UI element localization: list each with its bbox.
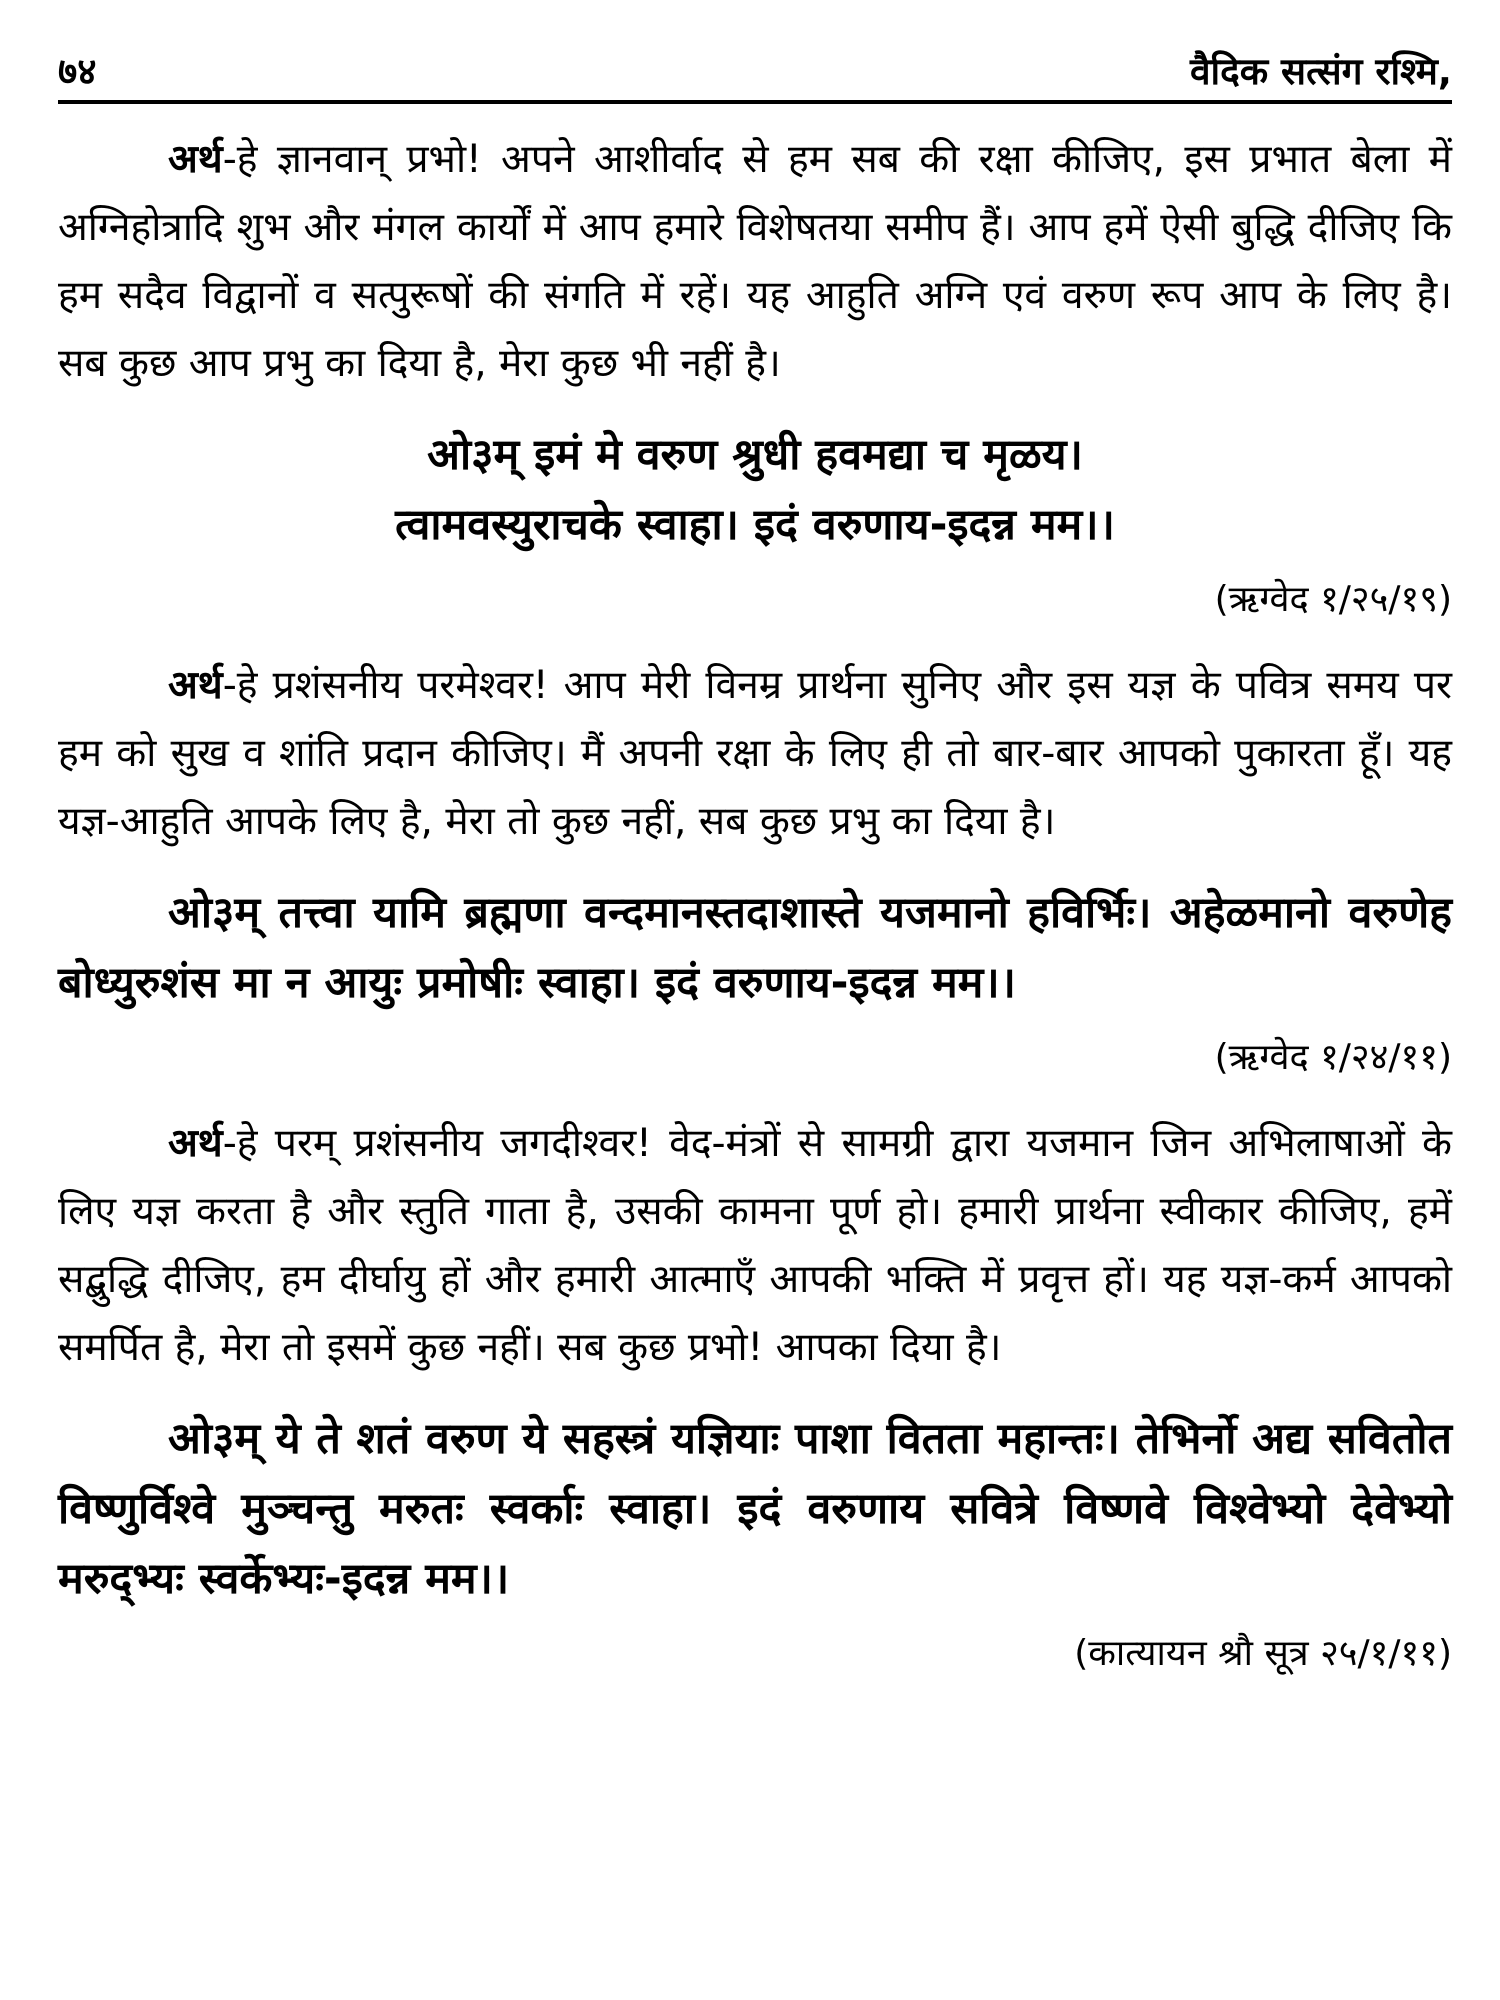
- mantra-verse: [58, 420, 1452, 560]
- meaning-text: -हे प्रशंसनीय परमेश्वर! आप मेरी विनम्र प्रार्थना सुनिए और इस यज्ञ के पवित्र समय पर हम को सुख व शांति प्रदान कीजिए। मैं अपनी रक्षा के लिए ही तो बार-बार आपको पुकारता हूँ। यह यज्ञ-आहुति आपके लिए है, मेरा तो कुछ नहीं, सब कुछ प्रभु का दिया है।: [58, 663, 1452, 845]
- mantra-line: ओ३म् इमं मे वरुण श्रुधी हवमद्या च मृळय।: [427, 430, 1083, 481]
- meaning-paragraph: [58, 652, 1452, 856]
- meaning-paragraph: [58, 126, 1452, 398]
- mantra-verse: ओ३म् तत्त्वा यामि ब्रह्मणा वन्दमानस्तदाशास्ते यजमानो हविर्भिः। अहेळमानो वरुणेह बोध्युरुशंस मा न आयुः प्रमोषीः स्वाहा। इदं वरुणाय-इदन्न मम।।: [58, 888, 1452, 1009]
- meaning-lead: अर्थ: [168, 137, 223, 183]
- verse-reference: (कात्यायन श्रौ सूत्र २५/१/११): [1074, 1633, 1452, 1675]
- mantra-line: त्वामवस्युराचके स्वाहा। इदं वरुणाय-इदन्न मम।।: [395, 500, 1115, 551]
- meaning-text: -हे ज्ञानवान् प्रभो! अपने आशीर्वाद से हम सब की रक्षा कीजिए, इस प्रभात बेला में अग्निहोत्रादि शुभ और मंगल कार्यों में आप हमारे विशेषतया समीप हैं। आप हमें ऐसी बुद्धि दीजिए कि हम सदैव विद्वानों व सत्पुरूषों की संगति में रहें। यह आहुति अग्नि एवं वरुण रूप आप के लिए है। सब कुछ आप प्रभु का दिया है, मेरा कुछ भी नहीं है।: [58, 137, 1452, 387]
- meaning-lead: अर्थ: [168, 1121, 223, 1167]
- verse-reference: (ऋग्वेद १/२५/१९): [1214, 579, 1452, 621]
- verse-reference: (ऋग्वेद १/२४/११): [1214, 1037, 1452, 1079]
- meaning-lead: अर्थ: [168, 663, 223, 709]
- meaning-paragraph: [58, 1110, 1452, 1382]
- book-title: वैदिक सत्संग रश्मि,: [1189, 50, 1452, 93]
- mantra-verse: ओ३म् ये ते शतं वरुण ये सहस्त्रं यज्ञियाः पाशा वितता महान्तः। तेभिर्नो अद्य सवितोत विष्णुर्विश्वे मुञ्चन्तु मरुतः स्वर्काः स्वाहा। इदं वरुणाय सवित्रे विष्णवे विश्वेभ्यो देवेभ्यो मरुद्भ्यः स्वर्केभ्यः-इदन्न मम।।: [58, 1414, 1452, 1605]
- meaning-text: -हे परम् प्रशंसनीय जगदीश्वर! वेद-मंत्रों से सामग्री द्वारा यजमान जिन अभिलाषाओं के लिए यज्ञ करता है और स्तुति गाता है, उसकी कामना पूर्ण हो। हमारी प्रार्थना स्वीकार कीजिए, हमें सद्बुद्धि दीजिए, हम दीर्घायु हों और हमारी आत्माएँ आपकी भक्ति में प्रवृत्त हों। यह यज्ञ-कर्म आपको समर्पित है, मेरा तो इसमें कुछ नहीं। सब कुछ प्रभो! आपका दिया है।: [58, 1121, 1452, 1371]
- page-number: ७४: [58, 50, 97, 93]
- page-header: [58, 50, 1452, 104]
